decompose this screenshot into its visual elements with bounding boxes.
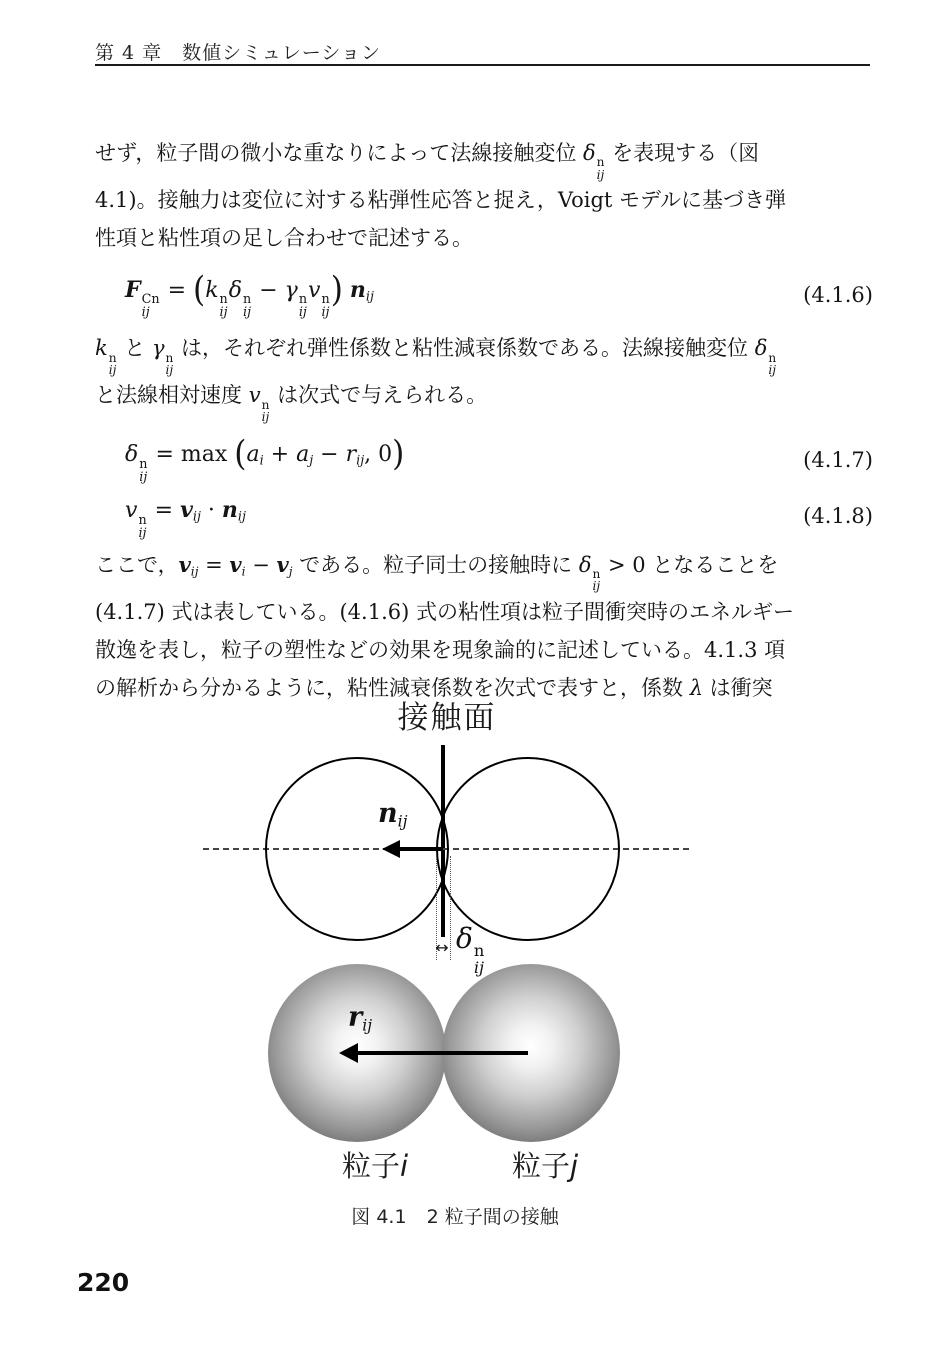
figure-4-1: [0, 688, 952, 1254]
running-head: 第 4 章 数値シミュレーション: [95, 42, 382, 64]
particle-j-label: 粒子j: [511, 1149, 579, 1183]
particle-j-outline: [436, 757, 620, 941]
equation-number: (4.1.6): [803, 283, 873, 308]
equation-body: F Cn ij = (k n ij δ n ij − γ n ij v n ij ) nij: [125, 269, 374, 321]
paragraph-line: (4.1.7) 式は表している。(4.1.6) 式の粘性項は粒子間衝突時のエネルギー: [95, 599, 794, 624]
overlap-delta-label: δ n ij: [456, 922, 485, 977]
contact-plane-label: 接触面: [397, 700, 497, 736]
r-vector-arrow: [356, 1051, 528, 1055]
r-vector-label: rij: [348, 1002, 373, 1035]
paragraph-line: ここで，vij = vi − vj である。粒子同士の接触時に δ n ij > 0 となることを: [95, 551, 779, 594]
r-vector-arrowhead: [339, 1043, 358, 1063]
body-text: [95, 134, 873, 707]
equation-body: δ n ij = max (ai + aj − rij, 0): [125, 434, 405, 485]
overlap-width-arrow-icon: ↔: [435, 938, 449, 957]
page-number: 220: [77, 1268, 130, 1297]
paragraph-line: と法線相対速度 v n ij は次式で与えられる。: [95, 383, 488, 425]
paragraph-line: の解析から分かるように，粘性減衰係数を次式で表すと，係数 λ は衝突: [95, 675, 773, 700]
equation-4-1-7: [95, 436, 873, 484]
equation-number: (4.1.7): [803, 447, 873, 472]
paragraph-line: せず，粒子間の微小な重なりによって法線接触変位 δ n ij を表現する（図: [95, 141, 760, 182]
paragraph-line: 性項と粘性項の足し合わせで記述する。: [95, 226, 473, 251]
paragraph-line: k n ij と γ n ij は，それぞれ弾性係数と粘性減衰係数である。法線接触変位 δ n ij: [95, 336, 777, 377]
figure-caption-label: 図 4.1: [351, 1206, 407, 1228]
paragraph-line: 4.1)。接触力は変位に対する粘弾性応答と捉え，Voigt モデルに基づき弾: [95, 188, 786, 213]
paragraph-line: 散逸を表し，粒子の塑性などの効果を現象論的に記述している。4.1.3 項: [95, 637, 786, 662]
equation-number: (4.1.8): [803, 503, 873, 528]
equation-4-1-8: [95, 492, 873, 540]
particle-i-label: 粒子i: [341, 1149, 409, 1183]
equation-4-1-6: [95, 271, 873, 319]
equation-body: v n ij = vij · nij: [125, 497, 246, 541]
normal-vector-arrow: [399, 847, 443, 851]
header-rule: [95, 64, 870, 66]
normal-vector-arrowhead: [382, 840, 400, 858]
normal-vector-label: nij: [378, 798, 408, 831]
figure-caption-title: 2 粒子間の接触: [426, 1206, 559, 1228]
figure-caption: [245, 1202, 665, 1229]
